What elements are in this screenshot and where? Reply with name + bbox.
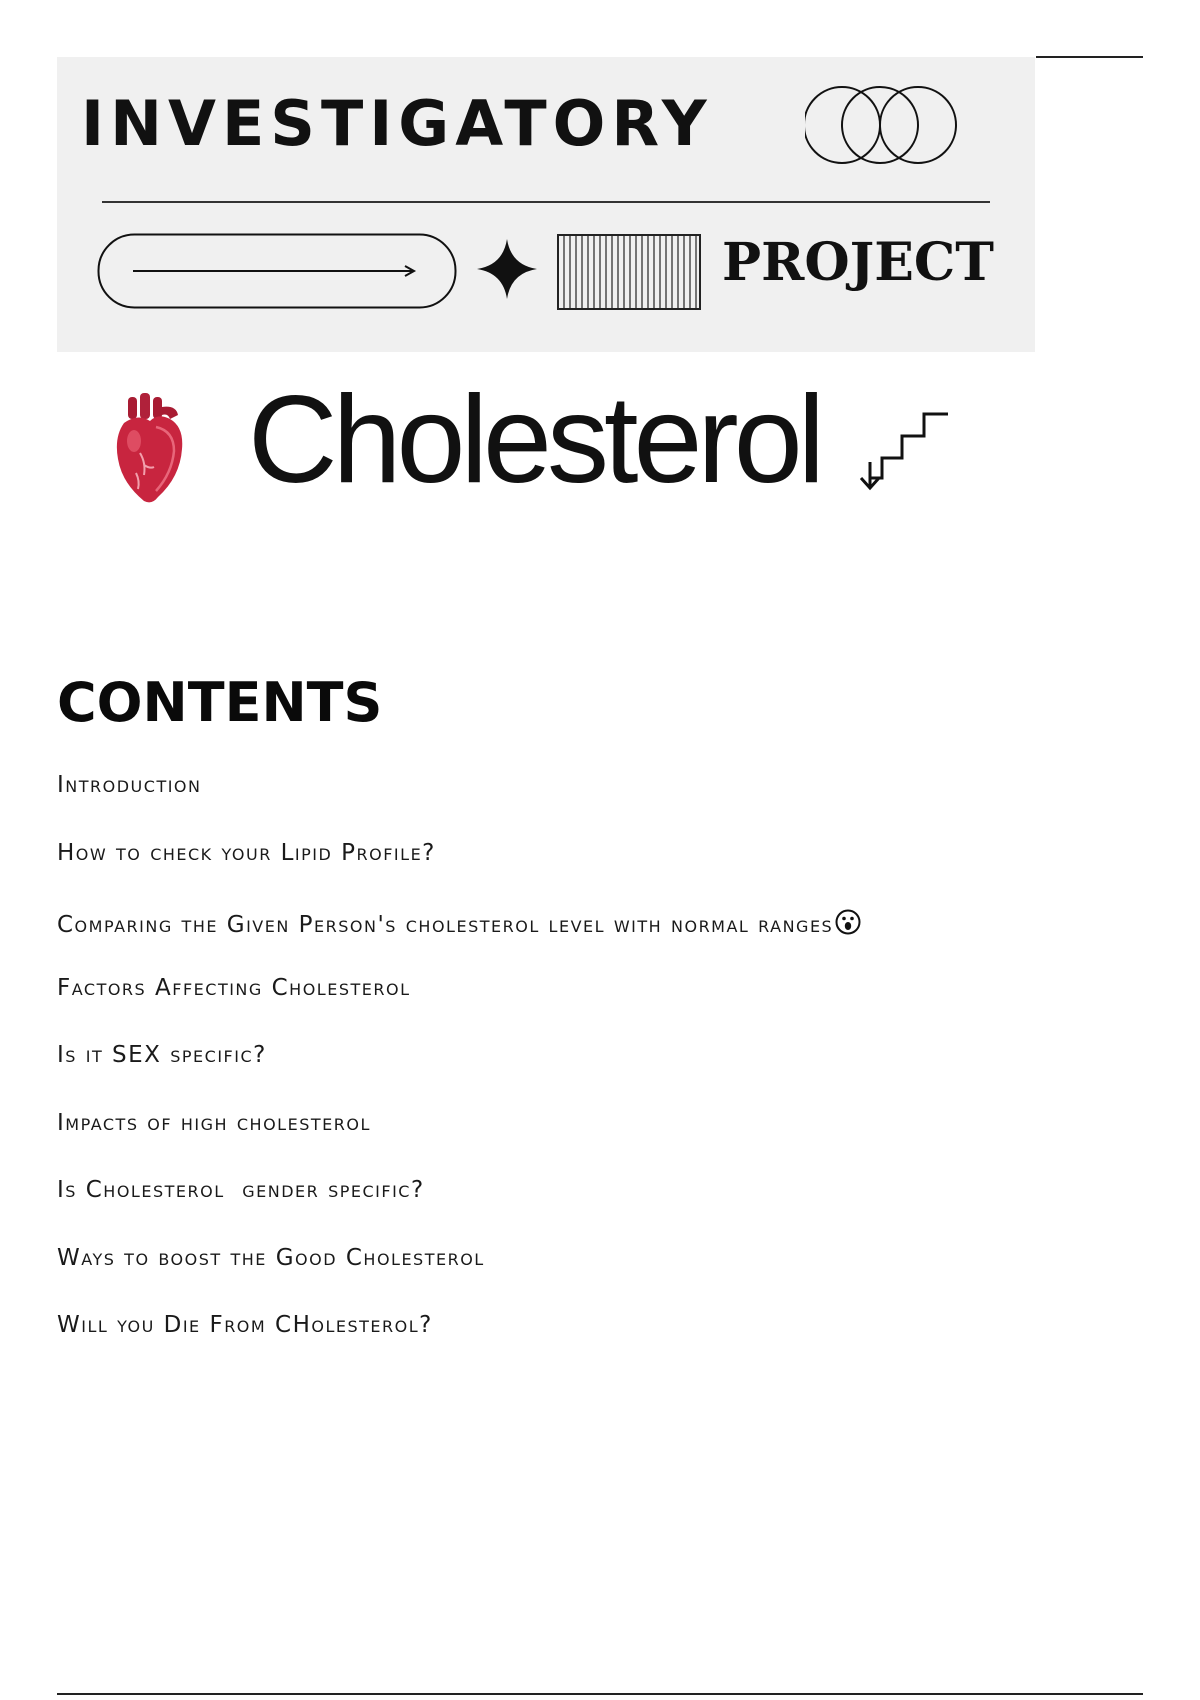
heart-icon	[110, 393, 190, 509]
toc-item-introduction[interactable]: Introduction	[57, 772, 202, 798]
surprised-face-icon	[835, 909, 861, 940]
stripes-icon	[557, 234, 701, 314]
toc-item-lipid-profile[interactable]: How to check your Lipid Profile?	[57, 839, 436, 866]
banner-divider	[102, 201, 990, 203]
top-rule	[1036, 56, 1143, 58]
toc-item-die-from-cholesterol[interactable]: Will you Die From CHolesterol?	[57, 1312, 433, 1338]
toc-item-impacts[interactable]: Impacts of high cholesterol	[57, 1109, 371, 1136]
toc-item-comparing-levels[interactable]: Comparing the Given Person's cholesterol level with normal ranges	[57, 909, 861, 977]
toc-item-gender-specific[interactable]: Is Cholesterol gender specific?	[57, 1177, 425, 1203]
topic-title: Cholesterol	[248, 371, 821, 509]
banner-subtitle: PROJECT	[722, 232, 994, 293]
bottom-rule	[57, 1693, 1143, 1695]
sparkle-icon	[475, 237, 539, 305]
toc-item-factors[interactable]: Factors Affecting Cholesterol	[57, 974, 411, 1001]
banner-title: INVESTIGATORY	[81, 87, 713, 160]
pill-arrow-icon	[97, 233, 457, 313]
stairs-arrow-icon	[858, 410, 950, 496]
toc-item-boost-good-cholesterol[interactable]: Ways to boost the Good Cholesterol	[57, 1244, 485, 1271]
table-of-contents	[57, 774, 861, 1382]
contents-heading: CONTENTS	[57, 671, 383, 734]
toc-item-sex-specific[interactable]: Is it SEX specific?	[57, 1042, 267, 1068]
title-banner	[57, 57, 1035, 352]
rings-icon	[805, 83, 965, 171]
